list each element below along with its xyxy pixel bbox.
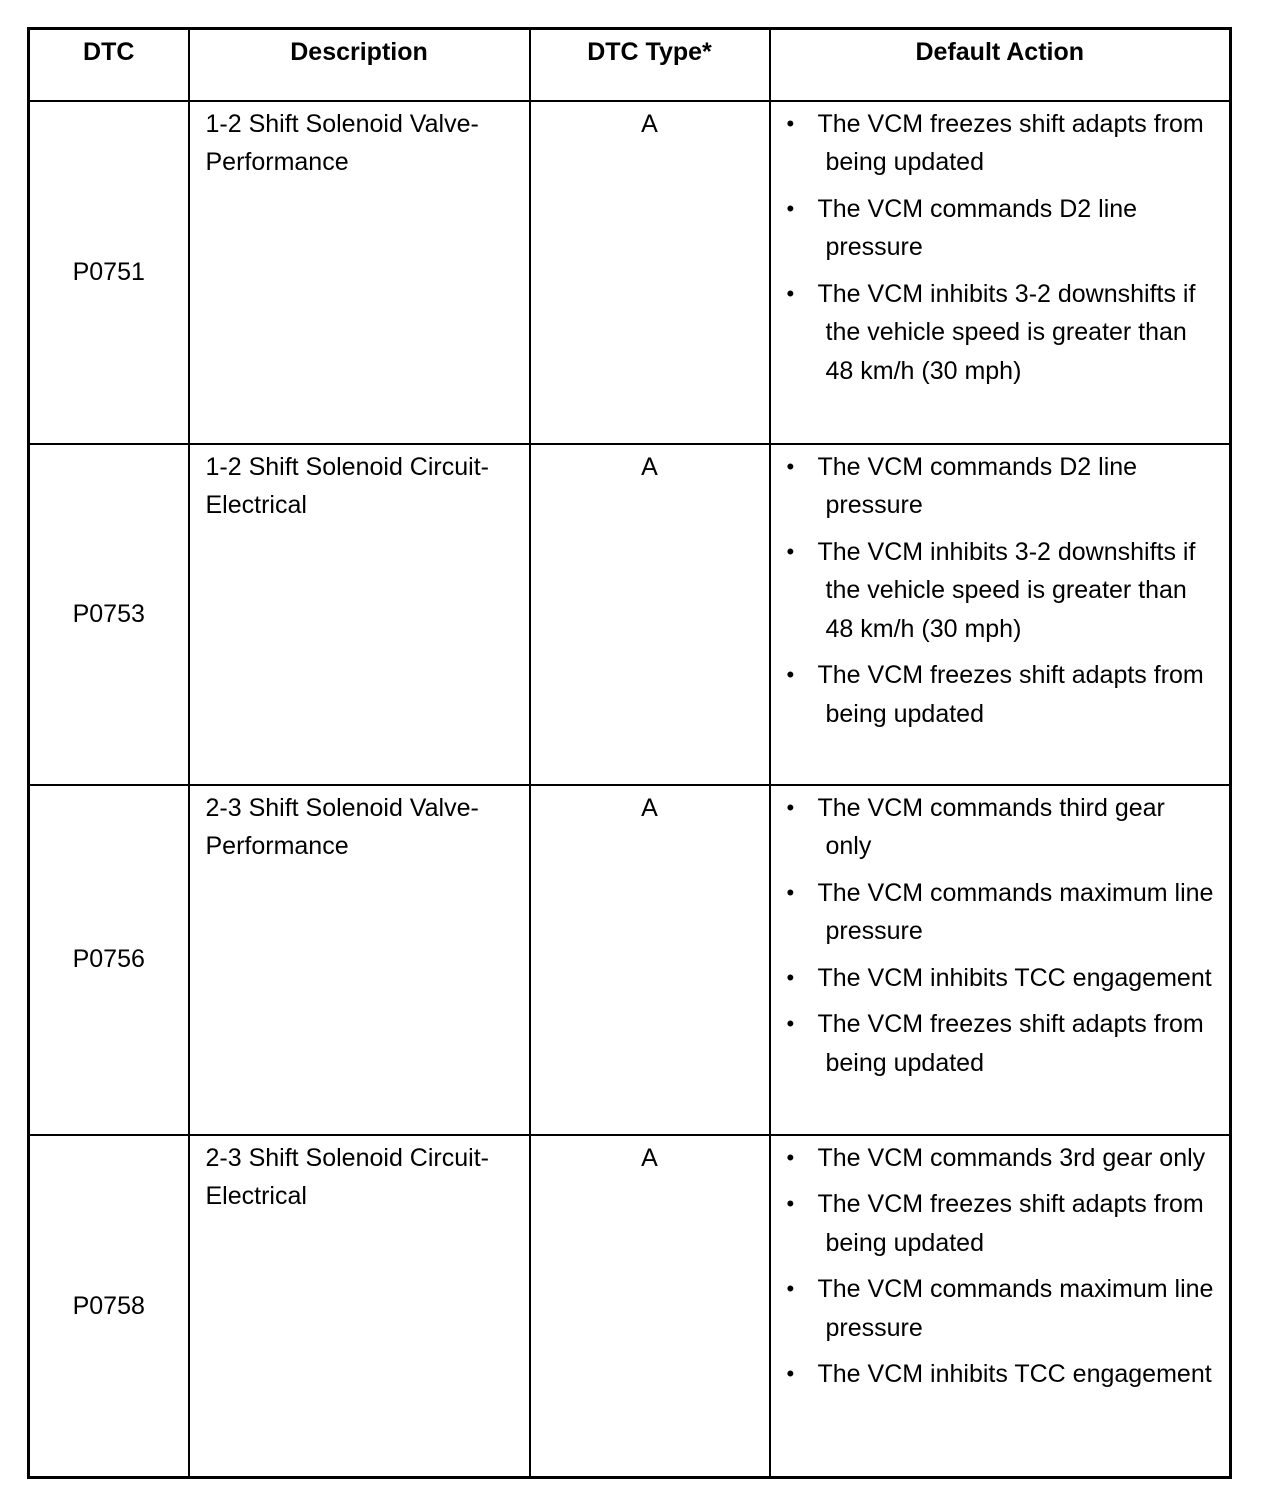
bullet-icon: • [786,1361,795,1386]
action-item: • The VCM freezes shift adapts from being updated [785,1005,1218,1082]
action-list [785,789,1218,1083]
action-item: • The VCM inhibits 3-2 downshifts if the vehicle speed is greater than 48 km/h (30 mph) [785,275,1218,391]
dtc-type: A [530,101,770,444]
bullet-icon: • [786,964,795,990]
default-actions [770,444,1231,785]
default-actions [770,101,1231,444]
action-item: • The VCM freezes shift adapts from being updated [785,656,1218,733]
dtc-code: P0756 [29,785,189,1135]
action-list [785,448,1218,734]
bullet-icon: • [786,662,795,687]
action-item: • The VCM commands maximum line pressure [785,1270,1218,1347]
dtc-table [27,27,1232,1479]
action-item: • The VCM commands 3rd gear only [785,1139,1218,1178]
header-row [29,29,1231,101]
action-item: • The VCM commands D2 line pressure [785,448,1218,525]
bullet-icon: • [786,1276,795,1301]
dtc-description: 2-3 Shift Solenoid Circuit- Electrical [189,1135,530,1478]
action-item: • The VCM inhibits 3-2 downshifts if the vehicle speed is greater than 48 km/h (30 mph) [785,533,1218,649]
dtc-code: P0758 [29,1135,189,1478]
header-dtc: DTC [29,29,189,101]
action-list [785,105,1218,391]
table-row [29,444,1231,785]
action-list [785,1139,1218,1394]
dtc-type: A [530,444,770,785]
bullet-icon: • [786,1011,795,1036]
header-description: Description [189,29,530,101]
action-item: • The VCM inhibits TCC engagement [785,959,1218,998]
header-dtc-type: DTC Type* [530,29,770,101]
bullet-icon: • [786,879,795,905]
bullet-icon: • [786,195,795,221]
header-default-action: Default Action [770,29,1231,101]
action-item: • The VCM freezes shift adapts from being updated [785,105,1218,182]
action-item: • The VCM commands third gear only [785,789,1218,866]
table-header [29,29,1231,101]
table-row [29,1135,1231,1478]
bullet-icon: • [786,110,795,136]
bullet-icon: • [786,1191,795,1216]
default-actions [770,785,1231,1135]
bullet-icon: • [786,280,795,306]
table-row [29,101,1231,444]
default-actions [770,1135,1231,1478]
table-body [29,101,1231,1478]
dtc-description: 2-3 Shift Solenoid Valve-Performance [189,785,530,1135]
dtc-description: 1-2 Shift Solenoid Valve-Performance [189,101,530,444]
action-item: • The VCM commands maximum line pressure [785,874,1218,951]
action-item: • The VCM commands D2 line pressure [785,190,1218,267]
action-item: • The VCM freezes shift adapts from being updated [785,1185,1218,1262]
dtc-type: A [530,785,770,1135]
dtc-code: P0753 [29,444,189,785]
bullet-icon: • [786,538,795,564]
bullet-icon: • [786,794,795,820]
bullet-icon: • [786,453,795,479]
action-item: • The VCM inhibits TCC engagement [785,1355,1218,1394]
table-row [29,785,1231,1135]
dtc-code: P0751 [29,101,189,444]
dtc-description: 1-2 Shift Solenoid Circuit- Electrical [189,444,530,785]
dtc-type: A [530,1135,770,1478]
bullet-icon: • [786,1144,795,1170]
